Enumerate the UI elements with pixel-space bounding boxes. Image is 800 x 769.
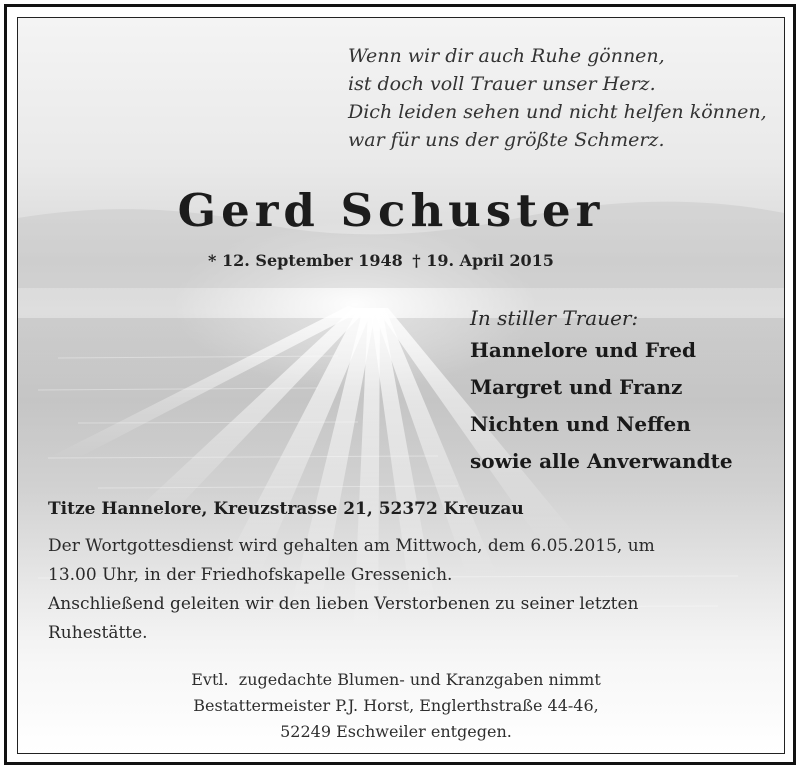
- poem-line: Dich leiden sehen und nicht helfen können,: [348, 101, 767, 123]
- mourner-name: Nichten und Neffen: [470, 412, 691, 436]
- poem-line: war für uns der größte Schmerz.: [348, 129, 665, 151]
- obituary-inner-frame: [17, 17, 785, 754]
- notice-line: 13.00 Uhr, in der Friedhofskapelle Gressenich.: [48, 565, 453, 585]
- obituary-outer-frame: [4, 4, 796, 765]
- poem: [348, 42, 778, 154]
- service-notice: [48, 532, 778, 648]
- mourners-intro: In stiller Trauer:: [470, 306, 639, 330]
- notice-line: Der Wortgottesdienst wird gehalten am Mittwoch, dem 6.05.2015, um: [48, 536, 655, 556]
- mourners-block: [470, 304, 780, 480]
- notice-line: Ruhestätte.: [48, 623, 148, 643]
- closing-line: Evtl. zugedachte Blumen- und Kranzgaben nimmt: [191, 670, 601, 689]
- poem-line: Wenn wir dir auch Ruhe gönnen,: [348, 45, 665, 67]
- closing-line: 52249 Eschweiler entgegen.: [280, 722, 512, 741]
- mourner-name: Hannelore und Fred: [470, 338, 696, 362]
- funeral-home-note: [18, 667, 784, 745]
- mourner-name: Margret und Franz: [470, 375, 683, 399]
- family-address: Titze Hannelore, Kreuzstrasse 21, 52372 Kreuzau: [48, 499, 524, 519]
- notice-line: Anschließend geleiten wir den lieben Verstorbenen zu seiner letzten: [48, 594, 639, 614]
- birth-date: * 12. September 1948: [208, 251, 403, 270]
- life-dates: [18, 251, 784, 270]
- poem-line: ist doch voll Trauer unser Herz.: [348, 73, 656, 95]
- closing-line: Bestattermeister P.J. Horst, Englerthstraße 44-46,: [193, 696, 599, 715]
- mourner-name: sowie alle Anverwandte: [470, 449, 733, 473]
- deceased-name: Gerd Schuster: [177, 184, 605, 237]
- death-date: † 19. April 2015: [412, 251, 554, 270]
